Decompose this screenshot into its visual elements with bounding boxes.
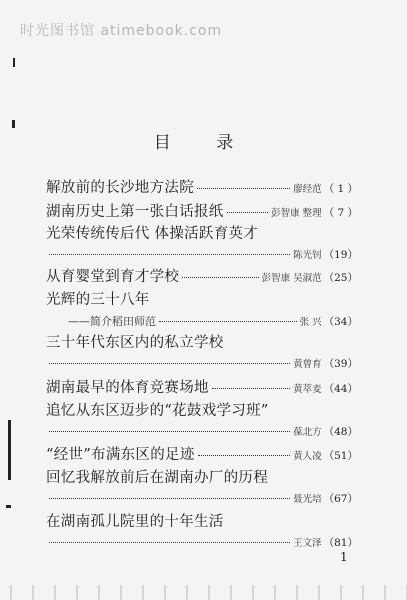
entry-page: （ 7 ）	[323, 207, 358, 219]
entry-title: 光荣传统传后代 体操活跃育英才	[46, 226, 259, 242]
entry-page: （48）	[323, 426, 358, 438]
entry-subtitle: ——简介稻田师范	[68, 315, 156, 328]
entry-page: （ 1 ）	[323, 183, 358, 195]
entry-title: 湖南历史上第一张白话报纸	[46, 204, 224, 220]
page-title: 目 录	[153, 133, 254, 153]
toc-entry	[46, 510, 358, 550]
toc-entry	[46, 399, 358, 439]
toc-entry	[46, 288, 358, 329]
toc-entry	[46, 222, 358, 262]
entry-author: 黄曾育	[293, 359, 322, 370]
dot-leader	[197, 188, 290, 189]
entry-title: 在湖南孤儿院里的十年生活	[46, 514, 224, 530]
entry-author: 廖经范	[293, 184, 322, 195]
dot-leader	[49, 254, 290, 255]
entry-author: 彭智康 吴淑范	[261, 273, 322, 284]
toc-entry	[46, 331, 358, 371]
entry-page: （25）	[323, 272, 358, 284]
entry-author: 张 兴	[299, 317, 322, 328]
entry-author: 陈光钊	[293, 250, 322, 261]
entry-title: 光辉的三十八年	[46, 292, 150, 308]
entry-title: 三十年代东区内的私立学校	[46, 335, 224, 351]
dot-leader	[227, 212, 269, 213]
entry-author: 聂光培	[293, 494, 322, 505]
entry-title: 解放前的长沙地方法院	[46, 180, 194, 196]
entry-author: 黄人凌	[293, 451, 322, 462]
entry-page: （34）	[323, 316, 358, 328]
toc-entry	[46, 176, 358, 197]
toc-entry	[46, 265, 358, 286]
dot-leader	[49, 431, 290, 432]
scan-mark	[6, 505, 11, 508]
dot-leader	[49, 363, 290, 364]
entry-title: “经世”布满东区的足迹	[46, 447, 195, 463]
entry-page: （44）	[323, 383, 358, 395]
scan-mark	[8, 420, 11, 480]
entry-page: （39）	[323, 358, 358, 370]
entry-author: 黄萃麦	[293, 384, 322, 395]
entry-author: 葆北方	[293, 427, 322, 438]
entry-author: 彭智康 整理	[271, 208, 322, 219]
entry-page: （19）	[323, 249, 358, 261]
page-number: 1	[340, 550, 348, 564]
dot-leader	[198, 455, 290, 456]
toc-entry	[46, 200, 358, 221]
scan-edge	[0, 585, 407, 600]
entry-page: （67）	[323, 493, 358, 505]
toc-entry	[46, 443, 358, 464]
watermark: 时光图书馆 atimebook.com	[20, 23, 223, 39]
toc-entry	[46, 466, 358, 506]
scan-mark	[13, 58, 15, 67]
entry-title: 从育婴堂到育才学校	[46, 269, 180, 285]
entry-title: 回忆我解放前后在湖南办厂的历程	[46, 470, 268, 486]
entry-page: （81）	[323, 537, 358, 549]
dot-leader	[49, 498, 290, 499]
dot-leader	[159, 321, 297, 322]
scan-mark	[12, 120, 15, 128]
dot-leader	[212, 388, 290, 389]
entry-title: 追忆从东区迈步的“花鼓戏学习班”	[46, 403, 269, 419]
dot-leader	[182, 277, 258, 278]
toc-entry	[46, 376, 358, 397]
entry-title: 湖南最早的体育竞赛场地	[46, 380, 209, 396]
entry-page: （51）	[323, 450, 358, 462]
entry-author: 王文泽	[293, 538, 322, 549]
dot-leader	[49, 542, 290, 543]
